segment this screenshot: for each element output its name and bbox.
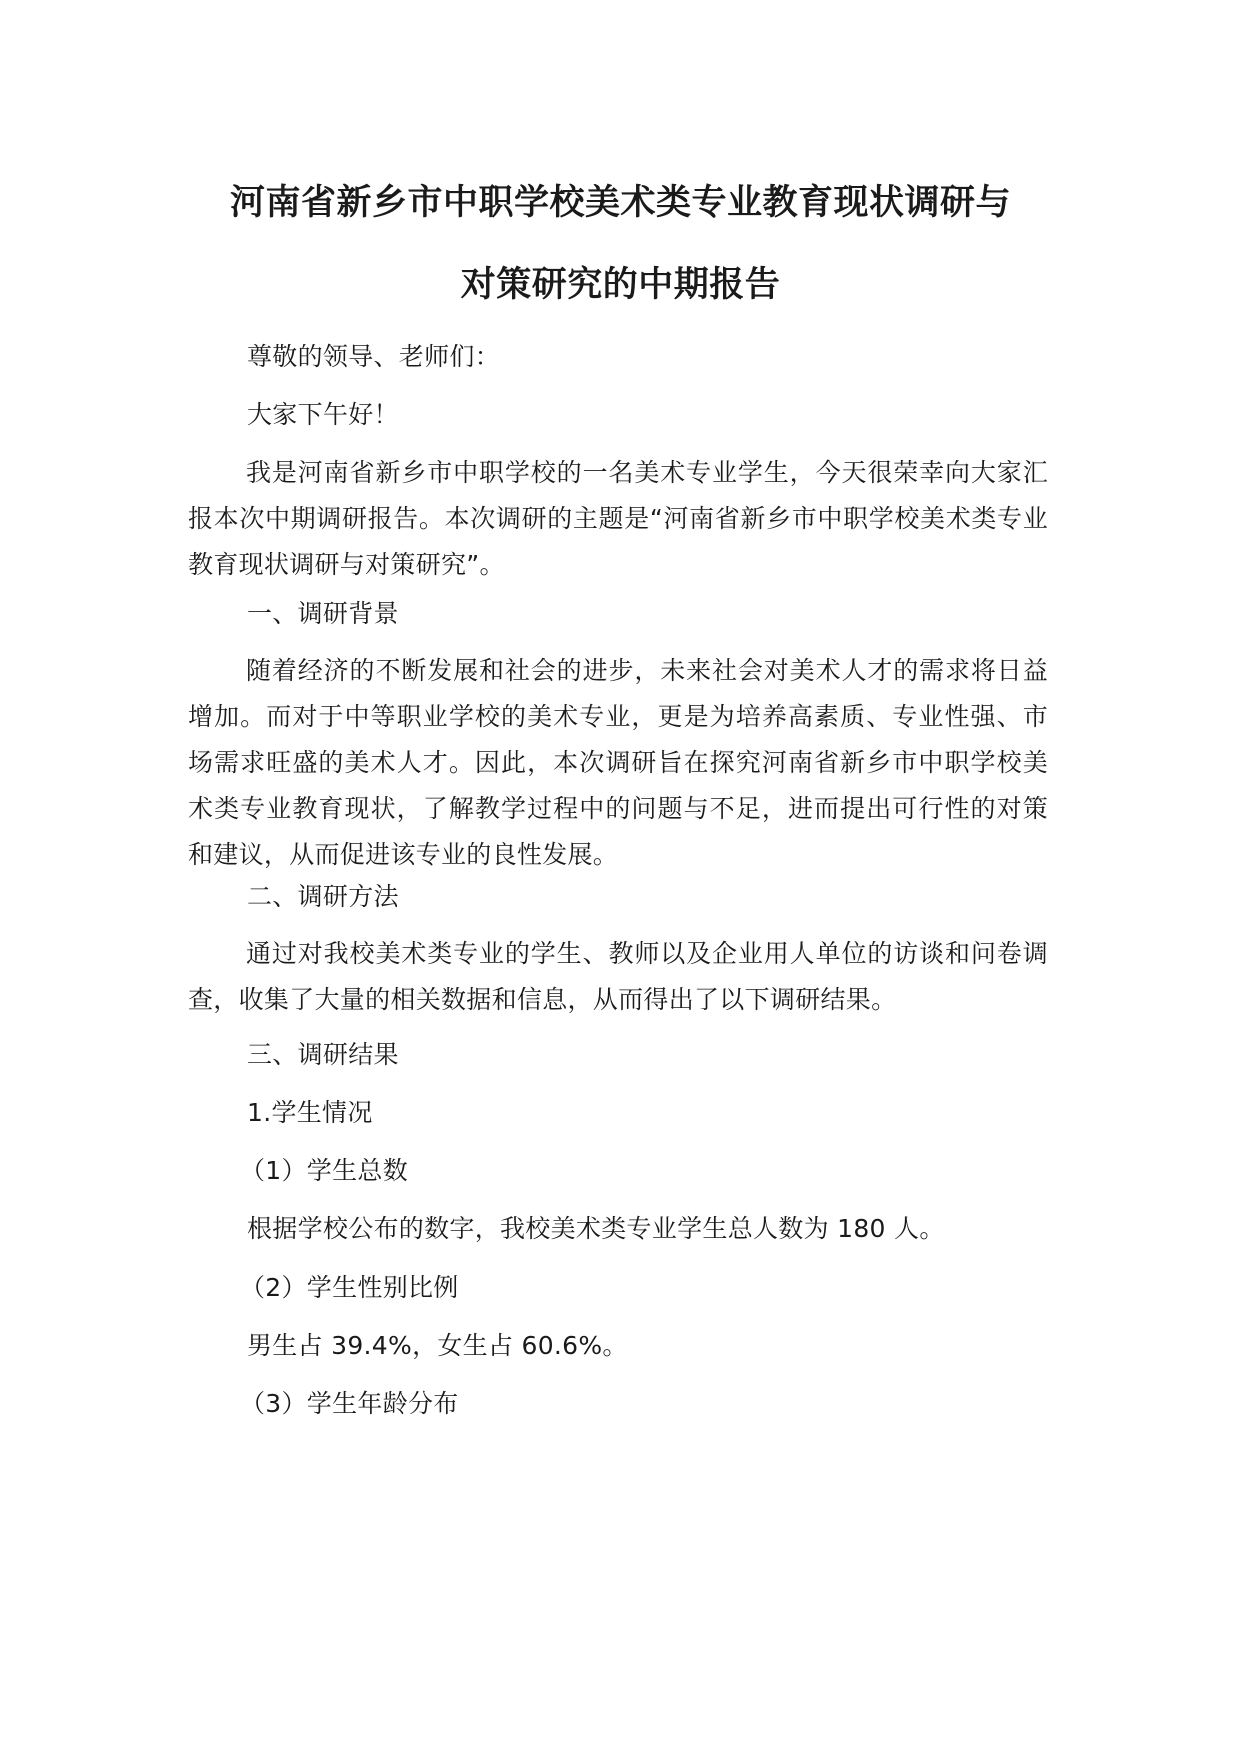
greeting: 大家下午好！ [247, 400, 399, 429]
section3-heading: 三、调研结果 [247, 1040, 399, 1069]
document-title-line1: 河南省新乡市中职学校美术类专业教育现状调研与 [229, 183, 1011, 223]
sub1-1-body: 根据学校公布的数字，我校美术类专业学生总人数为 180 人。 [247, 1214, 945, 1243]
sub1-2-body: 男生占 39.4%，女生占 60.6%。 [247, 1331, 628, 1360]
salutation: 尊敬的领导、老师们： [247, 342, 501, 371]
section1-heading: 一、调研背景 [247, 599, 399, 628]
intro-paragraph: 我是河南省新乡市中职学校的一名美术专业学生，今天很荣幸向大家汇报本次中期调研报告。本次调研的主题是“河南省新乡市中职学校美术类专业教育现状调研与对策研究”。 [188, 458, 1048, 579]
sub1-3-heading: （3）学生年龄分布 [240, 1389, 459, 1418]
document-title-line2: 对策研究的中期报告 [460, 265, 781, 305]
section2-heading: 二、调研方法 [247, 882, 399, 911]
sub1-heading: 1.学生情况 [247, 1098, 373, 1127]
sub1-2-heading: （2）学生性别比例 [240, 1273, 459, 1302]
section2-paragraph: 通过对我校美术类专业的学生、教师以及企业用人单位的访谈和问卷调查，收集了大量的相关数据和信息，从而得出了以下调研结果。 [188, 939, 1048, 1014]
section1-paragraph: 随着经济的不断发展和社会的进步，未来社会对美术人才的需求将日益增加。而对于中等职业学校的美术专业，更是为培养高素质、专业性强、市场需求旺盛的美术人才。因此，本次调研旨在探究河南省新乡市中职学校美术类专业教育现状，了解教学过程中的问题与不足，进而提出可行性的对策和建议，从而促进该专业的良性发展。 [188, 656, 1048, 869]
sub1-1-heading: （1）学生总数 [240, 1156, 409, 1185]
